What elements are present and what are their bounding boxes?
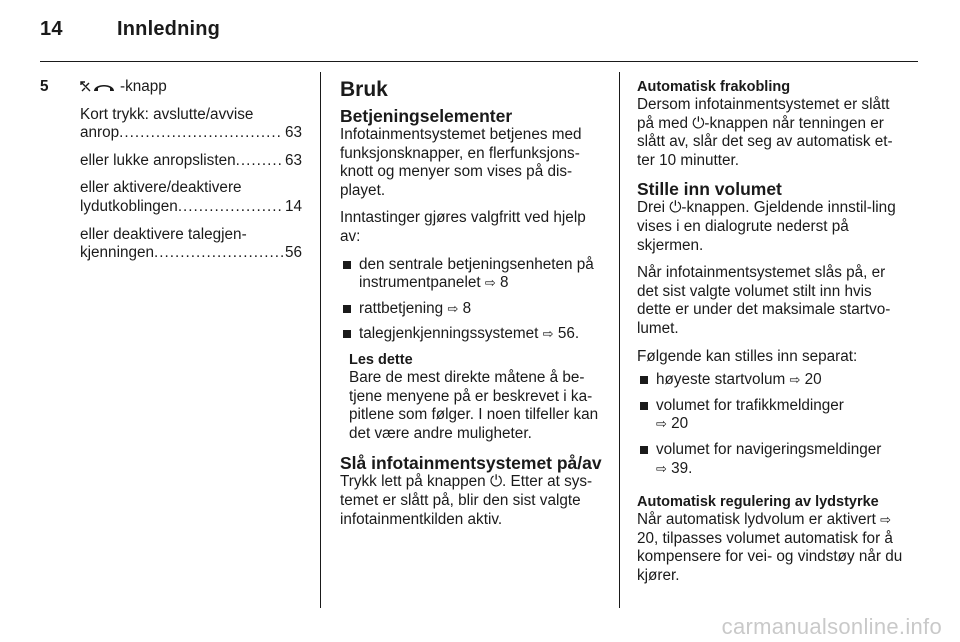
heading-auto-volume: Automatisk regulering av lydstyrke <box>637 494 879 511</box>
power-icon: ⏻ <box>692 114 705 132</box>
note-title: Les dette <box>349 351 413 368</box>
column-right <box>637 78 905 594</box>
power-icon: ⏻ <box>669 199 682 217</box>
heading-auto-off: Automatisk frakobling <box>637 79 791 95</box>
column-divider-1 <box>320 72 321 608</box>
reference-arrow-icon: ⇨ <box>789 372 801 388</box>
page-ref: 63 <box>284 124 302 142</box>
mute-hangup-icon <box>80 78 120 97</box>
column-middle <box>340 78 606 538</box>
paragraph-auto-off: Dersom infotainmentsystemet er slått på med ⏻-knappen når tenningen er slått av, slår det seg av automatisk et-ter 10 minutter. <box>637 96 893 169</box>
paragraph-inputs: Inntastinger gjøres valgfritt ved hjelp av: <box>340 209 586 245</box>
volume-settings-list <box>637 371 905 478</box>
toc-entry-voice: eller deaktivere talegjen- kjenningen ..... 56 <box>80 226 302 263</box>
page-ref: 14 <box>284 197 302 215</box>
paragraph-volume-3: Følgende kan stilles inn separat: <box>637 347 858 365</box>
list-item: rattbetjening ⇨ 8 <box>340 300 606 319</box>
page-number: 14 <box>40 18 63 40</box>
list-item: høyeste startvolum ⇨ 20 <box>637 371 905 390</box>
paragraph-controls: Infotainmentsystemet betjenes med funksjonsknapper, en flerfunksjons-knott og menyer som vises på dis-playet. <box>340 126 582 199</box>
paragraph-volume-2: Når infotainmentsystemet slås på, er det sist valgte volumet stilt inn hvis dette er under det maksimale startvo-lumet. <box>637 264 891 337</box>
heading-controls: Betjeningselementer <box>340 106 513 126</box>
reference-arrow-icon: ⇨ <box>484 275 496 291</box>
column-divider-2 <box>619 72 620 608</box>
reference-arrow-icon: ⇨ <box>447 300 459 316</box>
reference-arrow-icon: ⇨ <box>656 416 667 432</box>
watermark: carmanualsonline.info <box>721 614 942 639</box>
toc-entry-end-call: Kort trykk: avslutte/avvise anrop ..... 63 <box>80 106 302 143</box>
reference-arrow-icon: ⇨ <box>880 512 892 528</box>
header-divider <box>40 61 918 62</box>
list-item: volumet for navigeringsmeldinger ⇨ 39. <box>637 441 905 478</box>
chapter-title: Innledning <box>117 18 221 40</box>
paragraph-power: Trykk lett på knappen ⏻. Etter at sys-temet er slått på, blir den sist valgte infotainmentkilden aktiv. <box>340 473 593 528</box>
toc-entry-call-list: eller lukke anropslisten ..... 63 <box>80 152 302 171</box>
paragraph-auto-volume: Når automatisk lydvolum er aktivert ⇨ 20, tilpasses volumet automatisk for å kompensere for vei- og vindstøy når du kjører. <box>637 511 903 584</box>
heading-volume: Stille inn volumet <box>637 179 782 200</box>
reference-arrow-icon: ⇨ <box>542 326 554 342</box>
list-item: volumet for trafikkmeldinger ⇨ 20 <box>637 397 905 434</box>
list-item: talegjenkjenningssystemet ⇨ 56. <box>340 325 606 344</box>
section-title: Bruk <box>340 78 388 101</box>
power-icon: ⏻ <box>489 473 503 491</box>
paragraph-volume-1: Drei ⏻-knappen. Gjeldende innstil-ling vises i en dialogrute nederst på skjermen. <box>637 199 896 254</box>
item-title: -knapp <box>80 78 302 97</box>
heading-power: Slå infotainmentsystemet på/av <box>340 453 602 474</box>
list-item: den sentrale betjeningsenheten på instrumentpanelet ⇨ 8 <box>340 256 606 293</box>
reference-arrow-icon: ⇨ <box>656 460 667 476</box>
note-box <box>349 351 606 443</box>
page-ref: 56 <box>284 244 302 262</box>
column-left <box>40 78 302 263</box>
item-number: 5 <box>40 78 49 95</box>
page-ref: 63 <box>284 151 302 169</box>
page-header <box>40 18 220 41</box>
note-text: Bare de mest direkte måtene å be-tjene menyene på er beskrevet i ka-pitlene som følger. I noen tilfeller kan det være andre muligheter. <box>349 368 599 442</box>
toc-entry-mute: eller aktivere/deaktivere lydutkoblingen ..... 14 <box>80 179 302 216</box>
input-methods-list <box>340 256 606 344</box>
